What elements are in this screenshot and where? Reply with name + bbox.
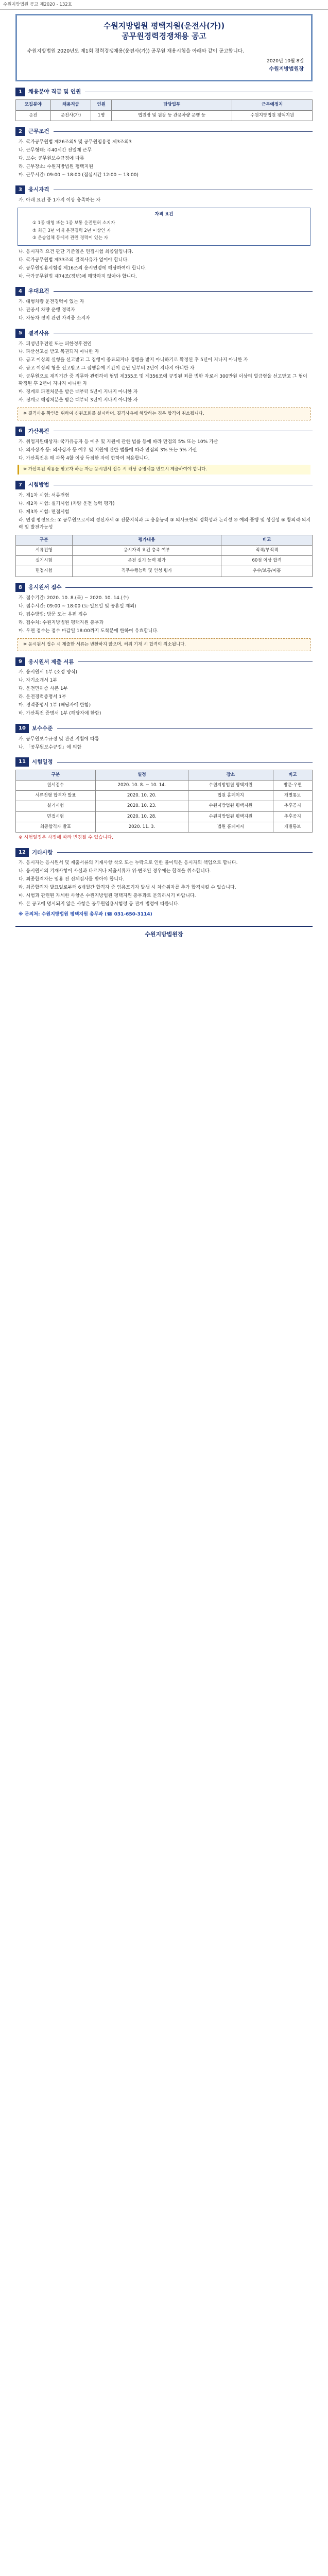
table-cell: 최종합격자 발표: [16, 822, 96, 832]
section-11-heading: [15, 757, 313, 767]
section-number: 5: [15, 329, 25, 338]
publish-org: 수원지방법원장: [269, 66, 304, 73]
table-cell: 수원지방법원 평택지원: [188, 811, 273, 822]
section-2-heading: [15, 127, 313, 137]
title-line-1: 수원지방법원 평택지원(운전사(가)): [103, 21, 225, 31]
table-header: 인원: [91, 100, 112, 110]
list-item: 라. 공무원임용시험령 제16조의 응시연령에 해당하여야 합니다.: [19, 265, 147, 271]
bonus-highlight: ※ 가산특전 적용을 받고자 하는 자는 응시원서 접수 시 해당 증명서를 반드시 제출하여야 합니다.: [18, 465, 310, 474]
list-item: 나. 제2차 시험: 실기시험 (차량 운전 능력 평가): [19, 501, 115, 507]
page-title: [24, 21, 304, 42]
table-row: [16, 791, 313, 801]
section-title: 시험일정: [31, 759, 53, 766]
section-number: 6: [15, 427, 25, 436]
table-row: [16, 556, 313, 566]
section-title: 시험방법: [28, 482, 49, 488]
table-cell: 2020. 10. 28.: [95, 811, 188, 822]
section-divider: [54, 131, 313, 132]
table-header: 평가내용: [72, 535, 221, 545]
table-header: 근무예정지: [232, 100, 313, 110]
list-item: 가. 응시원서 1부 (소정 양식): [19, 670, 77, 675]
contact-info: ※ 문의처: 수원지방법원 평택지원 총무과 (☎ 031-650-3114): [19, 912, 152, 918]
list-item: 나. 관공서 차량 운행 경력자: [19, 308, 75, 313]
section-12-heading: [15, 848, 313, 857]
table-cell: 2020. 10. 8. ~ 10. 14.: [95, 781, 188, 791]
list-item: 다. 자동차 정비 관련 자격증 소지자: [19, 316, 90, 321]
section-divider: [57, 852, 313, 853]
section-title: 기타사항: [31, 849, 53, 856]
list-item: 다. 가산특전은 매 과목 4할 이상 득점한 자에 한하여 적용합니다.: [19, 455, 150, 461]
section-3-heading: [15, 185, 313, 195]
table-cell: 응시자격 요건 충족 여부: [72, 546, 221, 556]
table-cell: 개별통보: [273, 822, 312, 832]
table-row: [16, 546, 313, 556]
table-cell: 운전사(가): [50, 110, 91, 121]
list-item: 라. 접수처: 수원지방법원 평택지원 총무과: [19, 620, 104, 625]
list-item: ③ 운송업체 등에서 관련 경력이 있는 자: [32, 235, 108, 241]
section-title: 보수수준: [31, 725, 53, 732]
qualification-box: [18, 208, 310, 246]
table-cell: 2020. 10. 20.: [95, 791, 188, 801]
list-item: ② 최근 3년 이내 운전경력 2년 이상인 자: [32, 228, 111, 233]
section-number: 9: [15, 657, 25, 667]
section-number: 7: [15, 481, 25, 490]
table-cell: 적격/부적격: [221, 546, 313, 556]
list-item: 다. 국가공무원법 제33조의 결격사유가 없어야 합니다.: [19, 257, 129, 263]
list-item: 나. 응시원서의 기재사항이 사실과 다르거나 제출서류가 위·변조된 경우에는 합격을 취소합니다.: [19, 869, 211, 874]
section-number: 8: [15, 583, 25, 592]
section-number: 2: [15, 127, 25, 137]
section-title: 근무조건: [28, 128, 49, 135]
section-title: 응시원서 제출 서류: [28, 658, 74, 665]
section-8-heading: [15, 583, 313, 592]
preference-list: [15, 299, 313, 323]
table-row: [16, 801, 313, 811]
list-item: 나. 「공무원보수규정」에 의함: [19, 744, 82, 750]
list-item: 마. 우편 접수는 접수 마감일 18:00까지 도착분에 한하여 유효합니다.: [19, 628, 159, 634]
table-header: 채용직급: [50, 100, 91, 110]
list-item: 바. 징계로 파면처분을 받은 때부터 5년이 지나지 아니한 자: [19, 389, 138, 395]
table-cell: 면접시험: [16, 811, 96, 822]
table-cell: 방문·우편: [273, 781, 312, 791]
table-cell: 2020. 10. 23.: [95, 801, 188, 811]
list-item: 가. 공무원보수규정 및 관련 지침에 따름: [19, 736, 99, 742]
table-cell: 면접시험: [16, 566, 73, 577]
list-item: 바. 본 공고에 명시되지 않은 사항은 공무원임용시험령 등 관계 법령에 따릅니다.: [19, 902, 180, 907]
list-item: 다. 금고 이상의 실형을 선고받고 그 집행이 종료되거나 집행을 받지 아니하기로 확정된 후 5년이 지나지 아니한 자: [19, 358, 248, 363]
list-item: 나. 의사상자 등: 의사상자 등 예우 및 지원에 관한 법률에 따라 만점의 3% 또는 5% 가산: [19, 447, 197, 453]
section-9-heading: [15, 657, 313, 667]
list-item: 마. 시험과 관련된 자세한 사항은 수원지방법원 평택지원 총무과로 문의하시기 바랍니다.: [19, 893, 196, 899]
working-conditions-list: [15, 139, 313, 179]
table-header: 비고: [273, 770, 312, 780]
table-cell: 우수/보통/미흡: [221, 566, 313, 577]
table-cell: 수원지방법원 평택지원: [232, 110, 313, 121]
table-row: [16, 822, 313, 832]
schedule-table: [15, 770, 313, 833]
section-title: 가산특전: [28, 428, 49, 434]
table-header: 구분: [16, 535, 73, 545]
table-cell: 법원 홈페이지: [188, 822, 273, 832]
list-item: 나. 근무형태: 주40시간 전일제 근무: [19, 148, 92, 154]
section-1-heading: [15, 88, 313, 97]
table-cell: 실기시험: [16, 556, 73, 566]
table-header: 장소: [188, 770, 273, 780]
table-header: 비고: [221, 535, 313, 545]
table-cell: 서류전형 합격자 발표: [16, 791, 96, 801]
table-cell: 개별통보: [273, 791, 312, 801]
list-item: 나. 파산선고를 받고 복권되지 아니한 자: [19, 349, 99, 355]
announcement-page: [0, 0, 328, 939]
misc-list: [15, 860, 313, 908]
table-row: [16, 566, 313, 577]
section-number: 12: [15, 848, 29, 857]
footer: [15, 926, 313, 939]
section-divider: [54, 291, 313, 292]
table-header: 담당업무: [112, 100, 232, 110]
application-note: ※ 응시원서 접수 시 제출한 서류는 반환하지 않으며, 허위 기재 시 합격이 취소됩니다.: [18, 638, 310, 651]
list-item: 가. 취업지원대상자: 국가유공자 등 예우 및 지원에 관한 법률 등에 따라 만점의 5% 또는 10% 가산: [19, 439, 218, 445]
section-title: 우대요건: [28, 288, 49, 295]
qualification-box-title: 자격 요건: [154, 212, 174, 217]
table-row: [16, 811, 313, 822]
application-list: [15, 595, 313, 635]
list-item: 사. 징계로 해임처분을 받은 때부터 3년이 지나지 아니한 자: [19, 398, 138, 403]
list-item: 라. 운전경력증명서 1부: [19, 694, 66, 700]
list-item: 가. 제1차 시험: 서류전형: [19, 493, 70, 499]
disqualification-note: ※ 결격사유 확인을 위하여 신원조회를 실시하며, 결격사유에 해당하는 경우 합격이 취소됩니다.: [18, 408, 310, 420]
table-cell: 수원지방법원 평택지원: [188, 781, 273, 791]
list-item: 가. 피성년후견인 또는 피한정후견인: [19, 341, 92, 347]
list-item: 마. 국가공무원법 제74조(정년)에 해당하지 않아야 합니다.: [19, 274, 137, 279]
title-frame: [15, 14, 313, 81]
title-line-2: 공무원경력경쟁채용 공고: [122, 31, 206, 41]
exam-method-list: [15, 493, 313, 532]
bonus-list: [15, 439, 313, 463]
section-number: 4: [15, 287, 25, 296]
section-title: 응시원서 접수: [28, 584, 62, 591]
table-cell: 직무수행능력 및 인성 평가: [72, 566, 221, 577]
section-number: 10: [15, 724, 29, 733]
list-item: ① 1종 대형 또는 1종 보통 운전면허 소지자: [32, 221, 115, 226]
table-cell: 추후공지: [273, 801, 312, 811]
table-cell: 법원 홈페이지: [188, 791, 273, 801]
list-item: 다. 최종합격자는 임용 전 신체검사를 받아야 합니다.: [19, 877, 125, 883]
section-7-heading: [15, 481, 313, 490]
table-header: 구분: [16, 770, 96, 780]
list-item: 바. 가산특전 증명서 1부 (해당자에 한함): [19, 711, 101, 717]
list-item: 나. 응시자격 요건 판단 기준일은 면접시험 최종일입니다.: [19, 249, 133, 255]
section-5-heading: [15, 329, 313, 338]
table-cell: 수원지방법원 평택지원: [188, 801, 273, 811]
publish-date: 2020년 10월 8일: [267, 59, 304, 64]
table-cell: 2020. 11. 3.: [95, 822, 188, 832]
section-10-heading: [15, 724, 313, 733]
list-item: 가. 응시자는 응시원서 및 제출서류의 기재사항 착오 또는 누락으로 인한 불이익은 응시자의 책임으로 합니다.: [19, 860, 238, 866]
table-header: 모집분야: [16, 100, 51, 110]
table-cell: 운전: [16, 110, 51, 121]
footer-org: 수원지방법원장: [145, 930, 183, 938]
section-4-heading: [15, 287, 313, 296]
list-item: 다. 운전면허증 사본 1부: [19, 686, 68, 692]
list-item: 라. 면접 평정요소: ① 공무원으로서의 정신자세 ② 전문지식과 그 응용능력 ③ 의사표현의 정확성과 논리성 ④ 예의·품행 및 성실성 ⑤ 창의력·의지력 및 발전가능성: [19, 518, 311, 530]
table-cell: 실기시험: [16, 801, 96, 811]
list-item: 다. 접수방법: 방문 또는 우편 접수: [19, 612, 88, 617]
list-item: 가. 국가공무원법 제26조의5 및 공무원임용령 제3조의3: [19, 140, 132, 145]
section-number: 3: [15, 185, 25, 195]
table-cell: 원서접수: [16, 781, 96, 791]
list-item: 마. 공무원으로 재직기간 중 직무와 관련하여 형법 제355조 및 제356조에 규정된 죄를 범한 자로서 300만원 이상의 벌금형을 선고받고 그 형이 확정된 후 2년이 지나지 아니한 자: [19, 374, 307, 387]
list-item: 가. 접수기간: 2020. 10. 8.(목) ~ 2020. 10. 14.(수): [19, 596, 129, 601]
salary-list: [15, 736, 313, 752]
list-item: 라. 근무장소: 수원지방법원 평택지원: [19, 164, 93, 170]
table-cell: 1명: [91, 110, 112, 121]
table-cell: 서류전형: [16, 546, 73, 556]
list-item: 라. 금고 이상의 형을 선고받고 그 집행유예 기간이 끝난 날부터 2년이 지나지 아니한 자: [19, 366, 195, 371]
list-item: 마. 근무시간: 09:00 ~ 18:00 (점심시간 12:00 ~ 13:00): [19, 172, 139, 178]
table-cell: 법원장 및 원장 등 관용차량 운행 등: [112, 110, 232, 121]
disqualification-list: [15, 341, 313, 405]
list-item: 다. 보수: 공무원보수규정에 따름: [19, 156, 84, 162]
list-item: 다. 제3차 시험: 면접시험: [19, 510, 70, 515]
table-header: 일정: [95, 770, 188, 780]
recruit-table: [15, 99, 313, 121]
content: [15, 88, 313, 919]
exam-method-table: [15, 535, 313, 577]
list-item: 나. 자기소개서 1부: [19, 678, 58, 684]
list-item: 마. 경력증명서 1부 (해당자에 한함): [19, 703, 91, 708]
qualification-list: [15, 249, 313, 281]
section-6-heading: [15, 427, 313, 436]
qualification-intro: 가. 아래 요건 중 1가지 이상 충족하는 자: [19, 198, 101, 204]
table-cell: 추후공지: [273, 811, 312, 822]
documents-list: [15, 669, 313, 718]
section-title: 채용분야 직급 및 인원: [28, 89, 81, 95]
section-number: 1: [15, 88, 25, 97]
section-title: 결격사유: [28, 330, 49, 336]
table-row: [16, 781, 313, 791]
intro-text: 수원지방법원 2020년도 제1회 경력경쟁채용(운전사(가)) 공무원 채용시험을 아래와 같이 공고합니다.: [27, 48, 244, 54]
schedule-note: ※ 시험일정은 사정에 따라 변경될 수 있습니다.: [19, 835, 114, 840]
section-number: 11: [15, 757, 29, 767]
announcement-number: 수원지방법원 공고 제2020 - 132호: [0, 0, 328, 10]
list-item: 라. 최종합격자 발표일로부터 6개월간 합격자 중 임용포기자 발생 시 차순위자를 추가 합격시킬 수 있습니다.: [19, 885, 236, 891]
section-divider: [65, 587, 313, 588]
list-item: 나. 접수시간: 09:00 ~ 18:00 (토·일요일 및 공휴일 제외): [19, 604, 136, 609]
table-row: [16, 110, 313, 121]
section-title: 응시자격: [28, 187, 49, 193]
table-cell: 운전 실기 능력 평가: [72, 556, 221, 566]
list-item: 가. 대형차량 운전경력이 있는 자: [19, 299, 84, 305]
table-cell: 60점 이상 합격: [221, 556, 313, 566]
